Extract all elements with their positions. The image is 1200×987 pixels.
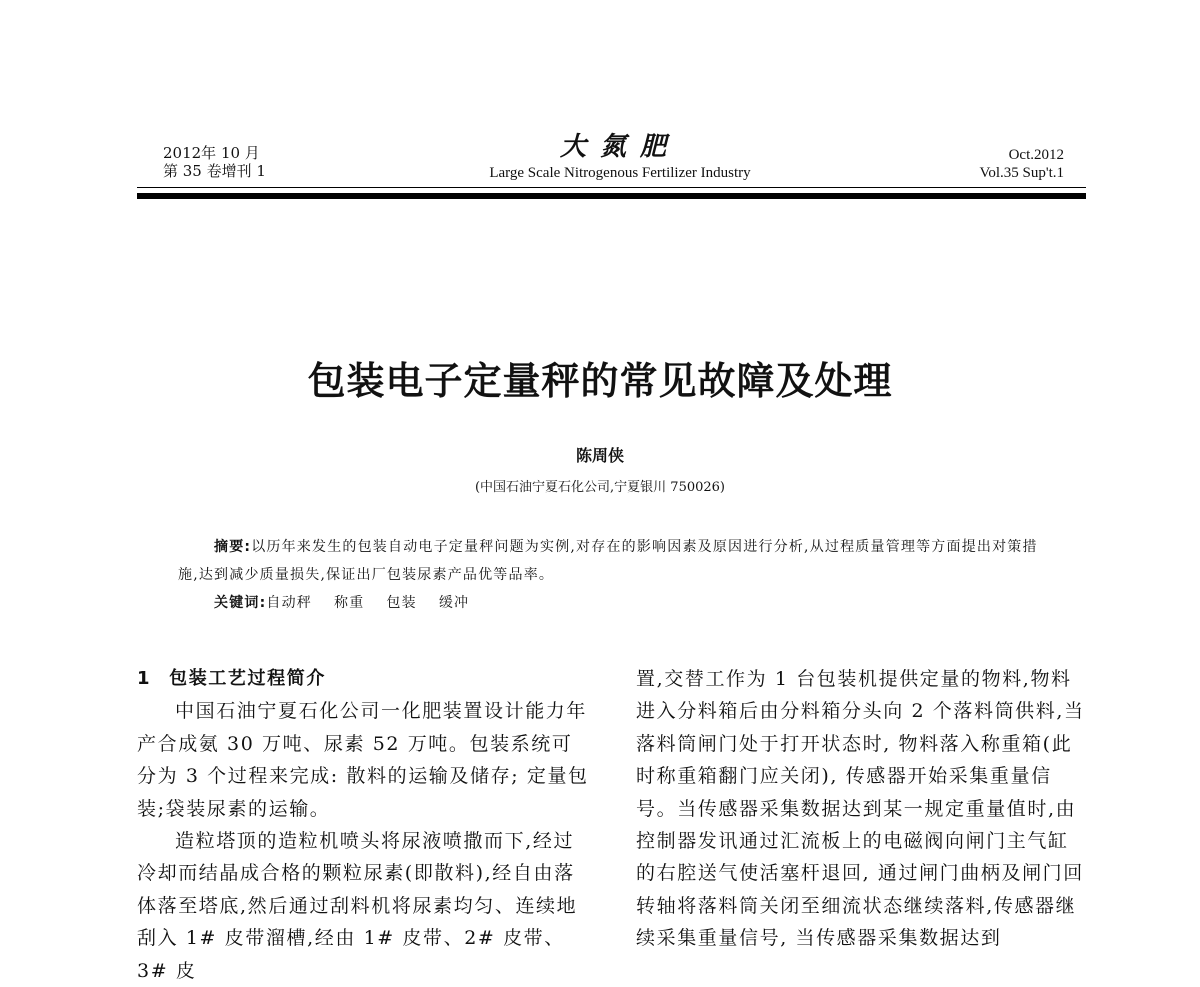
abstract-block bbox=[178, 533, 1048, 617]
header-issue-info-cn bbox=[163, 144, 266, 180]
header-date-cn: 2012年 10 月 bbox=[163, 144, 260, 162]
keyword: 包装 bbox=[386, 595, 417, 611]
journal-name-en: Large Scale Nitrogenous Fertilizer Industry bbox=[489, 165, 751, 181]
journal-masthead bbox=[420, 132, 820, 182]
body-paragraph: 置,交替工作为 1 台包装机提供定量的物料,物料进入分料箱后由分料箱分头向 2 个落料筒供料,当落料筒闸门处于打开状态时, 物料落入称重箱(此时称重箱翻门应关闭), 传感器开始采集重量信号。当传感器采集数据达到某一规定重量值时,由控制器发讯通过汇流板上的电磁阀向闸门主气缸的右腔送气使活塞杆退回, 通过闸门曲柄及闸门回转轴将落料筒关闭至细流状态继续落料,传感器继续采集重量信号, 当传感器采集数据达到 bbox=[636, 668, 1085, 950]
section-title: 包装工艺过程简介 bbox=[169, 668, 326, 689]
keyword: 自动秤 bbox=[266, 595, 313, 611]
article-affiliation: (中国石油宁夏石化公司,宁夏银川 750026) bbox=[474, 480, 726, 495]
header-rule-thick bbox=[137, 193, 1086, 199]
header-volume-cn: 第 35 卷增刊 1 bbox=[163, 162, 266, 180]
abstract-label: 摘要: bbox=[214, 539, 252, 555]
body-paragraph: 中国石油宁夏石化公司一化肥装置设计能力年产合成氨 30 万吨、尿素 52 万吨。包装系统可分为 3 个过程来完成: 散料的运输及储存; 定量包装;袋装尿素的运输。 bbox=[137, 700, 589, 820]
keyword: 缓冲 bbox=[438, 595, 470, 611]
section-number: 1 bbox=[137, 668, 152, 689]
header-date-en: Oct.2012 bbox=[1008, 147, 1064, 163]
article-title: 包装电子定量秤的常见故障及处理 bbox=[307, 359, 893, 403]
abstract-text: 以历年来发生的包装自动电子定量秤问题为实例,对存在的影响因素及原因进行分析,从过程质量管理等方面提出对策措施,达到减少质量损失,保证出厂包装尿素产品优等品率。 bbox=[178, 539, 1038, 583]
header-issue-info-en bbox=[979, 146, 1064, 182]
body-column-right bbox=[636, 663, 1086, 955]
header-volume-en: Vol.35 Sup't.1 bbox=[979, 165, 1064, 181]
keyword: 称重 bbox=[334, 595, 365, 611]
article-author: 陈周侠 bbox=[575, 446, 624, 465]
header-rule-thin bbox=[137, 187, 1086, 188]
section-heading bbox=[137, 663, 592, 695]
body-column-left bbox=[137, 663, 592, 987]
journal-logo-cn: 大氮肥 bbox=[559, 132, 680, 162]
body-paragraph: 造粒塔顶的造粒机喷头将尿液喷撒而下,经过冷却而结晶成合格的颗粒尿素(即散料),经自由落体落至塔底,然后通过刮料机将尿素均匀、连续地刮入 1# 皮带溜槽,经由 1# 皮带、2# 皮带、3# 皮 bbox=[137, 830, 578, 982]
abstract bbox=[178, 533, 1048, 589]
keywords-label: 关键词: bbox=[214, 595, 267, 611]
keywords bbox=[178, 589, 1048, 617]
